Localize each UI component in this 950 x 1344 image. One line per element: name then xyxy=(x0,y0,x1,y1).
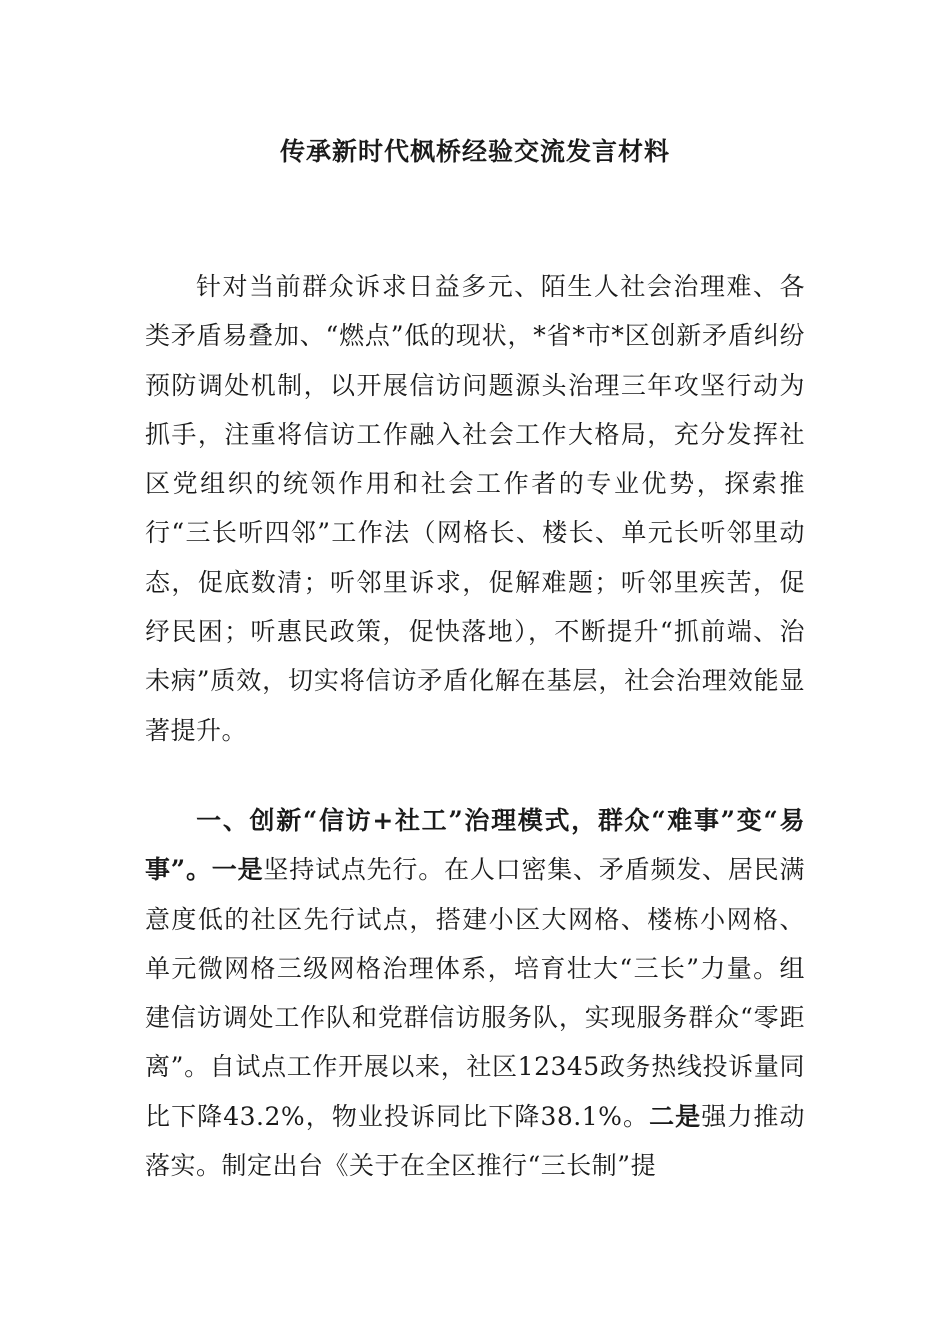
section-one-heading: 一、创新“信访+社工”治理模式，群众“难事”变“易事”。 xyxy=(145,806,805,885)
section-one-paragraph xyxy=(145,796,805,1190)
point-two-label: 二是 xyxy=(649,1101,702,1131)
point-two-text: 强力推动落实。制定出台《关于在全区推行“三长制”提 xyxy=(145,1101,805,1181)
point-one-label: 一是 xyxy=(211,855,264,885)
intro-paragraph xyxy=(145,262,805,755)
document-title: 传承新时代枫桥经验交流发言材料 xyxy=(279,137,670,166)
point-one-text: 坚持试点先行。在人口密集、矛盾频发、居民满意度低的社区先行试点，搭建小区大网格、楼栋小网格、单元微网格三级网格治理体系，培育壮大“三长”力量。组建信访调处工作队和党群信访服务队，实现服务群众“零距离”。自试点工作开展以来，社区12345政务热线投诉量同比下降43.2%，物业投诉同比下降38.1%。 xyxy=(145,855,805,1131)
intro-paragraph-text: 针对当前群众诉求日益多元、陌生人社会治理难、各类矛盾易叠加、“燃点”低的现状，*省*市*区创新矛盾纠纷预防调处机制，以开展信访问题源头治理三年攻坚行动为抓手，注重将信访工作融入社会工作大格局，充分发挥社区党组织的统领作用和社会工作者的专业优势，探索推行“三长听四邻”工作法（网格长、楼长、单元长听邻里动态，促底数清；听邻里诉求，促解难题；听邻里疾苦，促纾民困；听惠民政策，促快落地），不断提升“抓前端、治未病”质效，切实将信访矛盾化解在基层，社会治理效能显著提升。 xyxy=(145,272,805,745)
